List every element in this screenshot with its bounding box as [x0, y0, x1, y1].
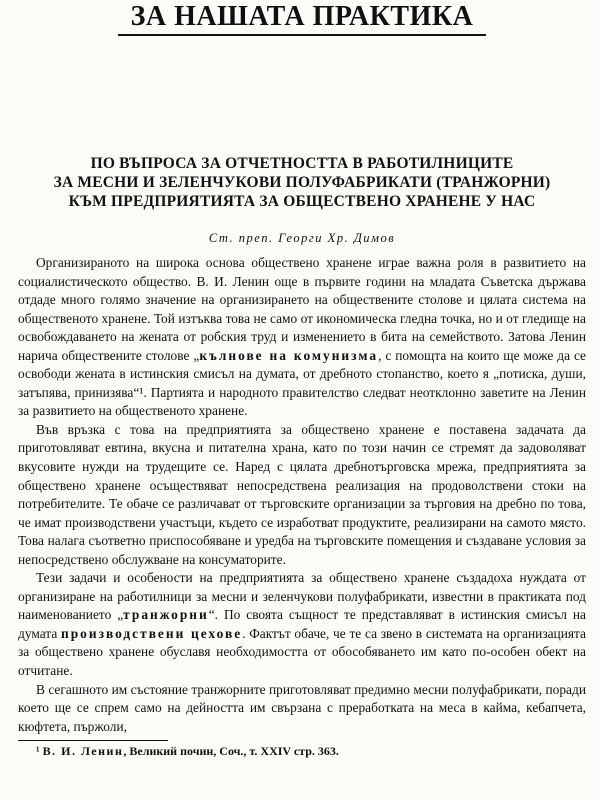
article-author: Ст. преп. Георги Хр. Димов	[208, 231, 396, 245]
article-title-line-2: ЗА МЕСНИ И ЗЕЛЕНЧУКОВИ ПОЛУФАБРИКАТИ (ТРАНЖОРНИ)	[53, 174, 551, 191]
article-title	[18, 154, 586, 211]
paragraph-4: В сегашното им състояние транжорните приготовляват предимно месни полуфабрикати, поради което ще се спрем само на дейността им свързана с преработката на меса в кайма, кебапчета, кюфтета, пържоли,	[18, 681, 586, 734]
emphasis-spaced: транжорни	[123, 607, 209, 623]
paragraph-2: Във връзка с това на предприятията за обществено хранене е поставена задачата да приготовляват евтина, вкусна и питателна храна, като по този начин се стремят да задоволяват вкусовите нужди на трудещите се. Наред с цялата дребнотърговска мрежа, предприятията за обществено хранене осъществяват непосредствена реализация на продоволствени стоки на потребителите. Те обаче се различават от търговските организации за търговия на дребно по това, че имат производствени участъци, където се изработват продуктите, реализирани на самото място. Това налага съответно приспособяване и уредба на търговските помещения и създаване условия за непосредствено обслужване на консуматорите.	[18, 421, 586, 567]
section-header	[18, 0, 586, 36]
footnote-text: , Великий почин, Соч., т. XXIV стр. 363.	[123, 744, 339, 759]
emphasis-spaced: производствени цехове	[61, 625, 243, 641]
article-title-line-1: ПО ВЪПРОСА ЗА ОТЧЕТНОСТТА В РАБОТИЛНИЦИТЕ	[90, 155, 514, 172]
section-title: ЗА НАШАТА ПРАКТИКА	[118, 0, 486, 36]
article-body	[18, 254, 586, 736]
paragraph-3: Тези задачи и особености на предприятията за обществено хранене създадоха нуждата от организиране на работилници за месни и зеленчукови полуфабрикати, известни в практиката под наименованието „транжорни“. По своята същност те представляват в истинския смисъл на думата производствени цехове. Фактът обаче, че те са звено в системата на организацията за обществено хранене обуславя необходимостта от обособяването им като по-особен обект на отчитане.	[18, 570, 587, 679]
paragraph-1: Организираното на широка основа обществено хранене играе важна роля в развитието на социалистическото общество. В. И. Ленин още в първите години на младата Съветска държава отдаде много голямо значение на организирането на обществените столове и цялата система на общественото хранене. Той изтъква това не само от икономическа гледна точка, но и от гледище на освобождаването на жената от робския труд и изменението в бита на семейството. Затова Ленин нарича обществените столове „кълнове на комунизма, с помощта на които ще може да се освободи жената в истинския смисъл на думата, от дребното стопанство, което я „потиска, души, затъпява, принизява“¹. Партията и народното правителство следват неотклонно заветите на Ленин за развитието на общественото хранене.	[18, 255, 587, 419]
footnote-number: ¹	[36, 744, 40, 759]
footnote	[18, 743, 586, 759]
emphasis-spaced: кълнове на комунизма	[199, 347, 379, 363]
footnote-divider	[18, 740, 168, 741]
article-title-line-3: КЪМ ПРЕДПРИЯТИЯТА ЗА ОБЩЕСТВЕНО ХРАНЕНЕ У НАС	[68, 193, 536, 210]
footnote-author: В. И. Ленин	[42, 744, 124, 759]
